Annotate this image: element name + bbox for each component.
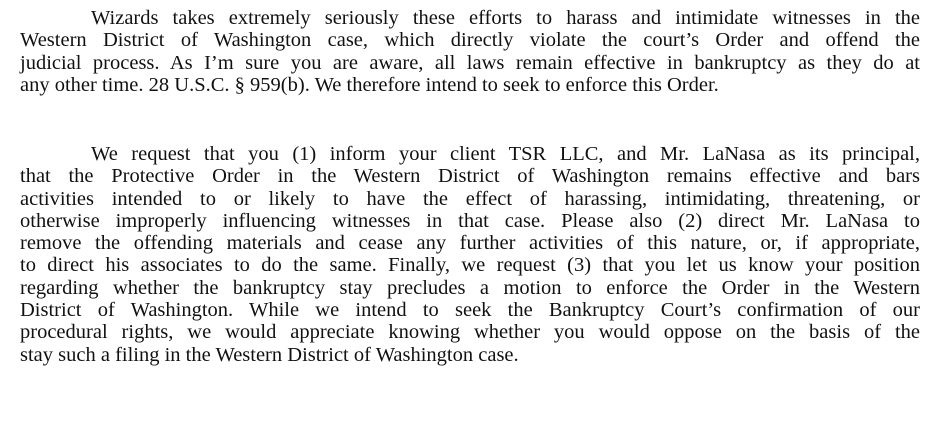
text-line: Wizards takes extremely seriously these efforts to harass and intimidate witnesses in the xyxy=(91,7,920,29)
text-line: that the Protective Order in the Western District of Washington remains effective and bars xyxy=(20,165,920,188)
text-line: remove the offending materials and cease any further activities of this nature, or, if appropriate, xyxy=(20,232,920,255)
paragraph-requests xyxy=(20,143,920,366)
text-line: regarding whether the bankruptcy stay precludes a motion to enforce the Order in the Western xyxy=(20,276,920,299)
text-line: stay such a filing in the Western District of Washington case. xyxy=(20,343,519,366)
text-line: otherwise improperly influencing witnesses in that case. Please also (2) direct Mr. LaNasa to xyxy=(20,209,920,232)
text-line: activities intended to or likely to have the effect of harassing, intimidating, threatening, or xyxy=(20,187,920,210)
text-line: Western District of Washington case, which directly violate the court’s Order and offend the xyxy=(20,29,920,52)
paragraph-enforcement xyxy=(20,7,920,96)
text-line: to direct his associates to do the same. Finally, we request (3) that you let us know your position xyxy=(20,254,920,277)
text-line: judicial process. As I’m sure you are aware, all laws remain effective in bankruptcy as they do at xyxy=(20,51,920,74)
text-line: any other time. 28 U.S.C. § 959(b). We therefore intend to seek to enforce this Order. xyxy=(20,73,719,96)
text-line: procedural rights, we would appreciate knowing whether you would oppose on the basis of the xyxy=(20,321,920,344)
text-line: We request that you (1) inform your client TSR LLC, and Mr. LaNasa as its principal, xyxy=(91,143,920,165)
text-line: District of Washington. While we intend to seek the Bankruptcy Court’s confirmation of our xyxy=(20,299,920,322)
